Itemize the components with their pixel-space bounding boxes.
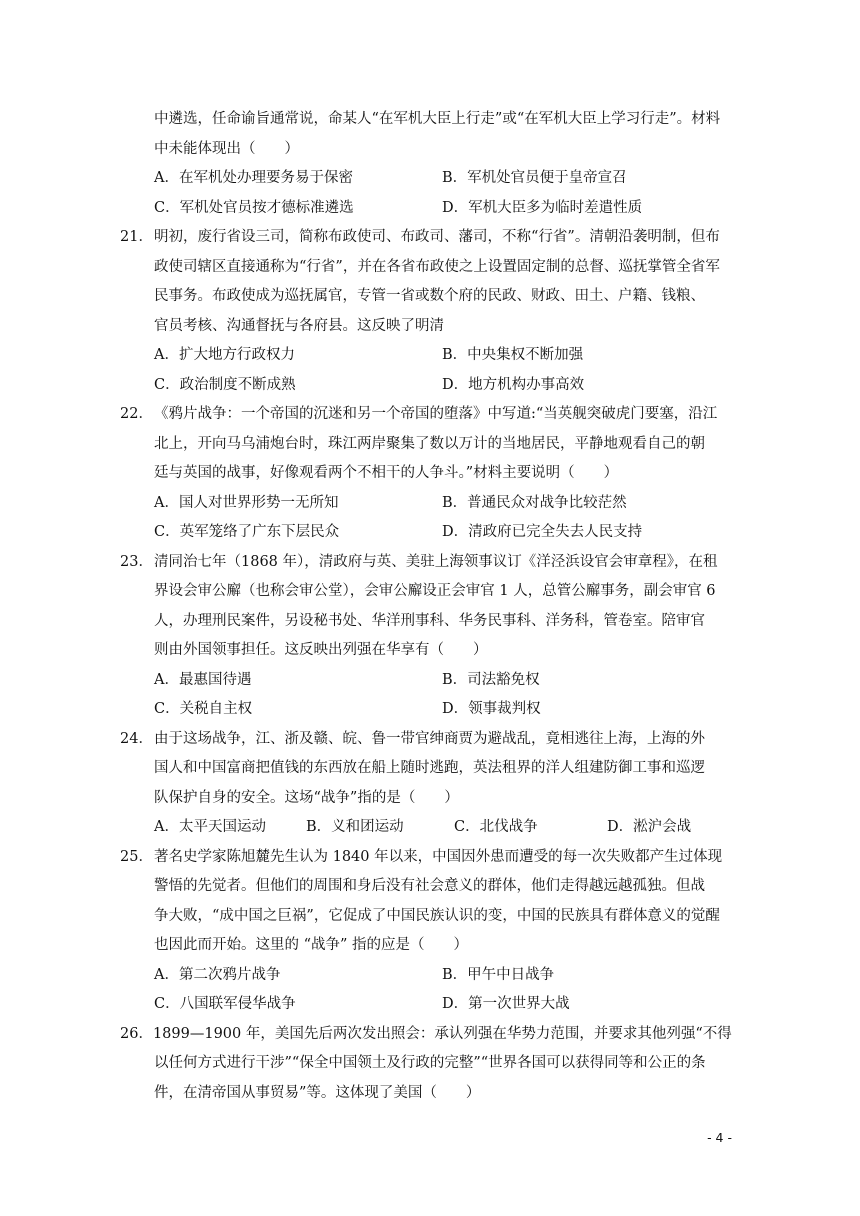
options-row [120, 489, 730, 519]
options-row [120, 194, 730, 224]
question-number: 23． [120, 553, 153, 570]
question-text-line: 人，办理刑民案件，另设秘书处、华洋刑事科、华务民事科、洋务科，管卷室。陪审官 [154, 612, 705, 629]
option-c[interactable]: C．八国联军侵华战争 [154, 996, 296, 1012]
question-text-line: 也因此而开始。这里的 “战争” 指的应是（ ） [154, 937, 469, 953]
options-row [120, 164, 730, 194]
option-d[interactable]: D．领事裁判权 [442, 701, 541, 717]
option-b[interactable]: B．军机处官员便于皇帝宣召 [442, 170, 627, 186]
question-text-line: 清同治七年（1868 年），清政府与英、美驻上海领事议订《洋泾浜设官会审章程》，在租 [154, 553, 718, 570]
exam-content [120, 105, 730, 1108]
question-text-line: 官员考核、沟通督抚与各府县。这反映了明清 [154, 317, 444, 334]
options-row [120, 813, 730, 843]
question-21 [120, 223, 730, 253]
options-row [120, 990, 730, 1020]
question-text-line: 民事务。布政使成为巡抚属官，专管一省或数个府的民政、财政、田土、户籍、钱粮、 [154, 288, 705, 304]
option-d[interactable]: D．清政府已完全失去人民支持 [442, 524, 643, 540]
question-text-line: 以任何方式进行干涉”“保全中国领土及行政的完整”“世界各国可以获得同等和公正的条 [154, 1055, 706, 1071]
question-text-line: 《鸦片战争：一个帝国的沉迷和另一个帝国的堕落》中写道:“当英舰突破虎门要塞，沿江 [154, 406, 718, 422]
question-text-line: 明初，废行省设三司，简称布政使司、布政司、藩司，不称“行省”。清朝沿袭明制，但布 [154, 229, 720, 245]
page-number: - 4 - [707, 1130, 732, 1145]
option-c[interactable]: C．英军笼络了广东下层民众 [154, 524, 340, 540]
question-text-line: 则由外国领事担任。这反映出列强在华享有（ ） [154, 642, 488, 658]
question-text-line: 著名史学家陈旭麓先生认为 1840 年以来，中国因外患而遭受的每一次失败都产生过体现 [154, 848, 723, 865]
question-23 [120, 548, 730, 578]
option-b[interactable]: B．普通民众对战争比较茫然 [442, 494, 627, 511]
question-number: 21． [120, 229, 153, 245]
option-b[interactable]: B．中央集权不断加强 [442, 347, 584, 363]
question-text-line: 国人和中国富商把值钱的东西放在船上随时逃跑，英法租界的洋人组建防御工事和巡逻 [154, 760, 705, 776]
options-row [120, 341, 730, 371]
question-text-line: 警悟的先觉者。但他们的周围和身后没有社会意义的群体，他们走得越远越孤独。但战 [154, 878, 705, 894]
question-text-line: 廷与英国的战事，好像观看两个不相干的人争斗。”材料主要说明（ ） [154, 465, 619, 481]
option-b[interactable]: B．司法豁免权 [442, 671, 540, 688]
option-c[interactable]: C．军机处官员按才德标准遴选 [154, 199, 354, 216]
options-row [120, 666, 730, 696]
question-text-line: 由于这场战争，江、浙及赣、皖、鲁一带官绅商贾为避战乱，竟相逃往上海，上海的外 [154, 730, 705, 747]
option-a[interactable]: A．扩大地方行政权力 [154, 347, 295, 363]
question-22 [120, 400, 730, 430]
option-c[interactable]: C．关税自主权 [154, 701, 253, 717]
option-a[interactable]: A．在军机处办理要务易于保密 [154, 170, 353, 186]
option-b[interactable]: B．甲午中日战争 [442, 966, 555, 983]
question-text-line: 件，在清帝国从事贸易”等。这体现了美国（ ） [154, 1084, 481, 1101]
option-d[interactable]: D．淞沪会战 [607, 819, 692, 835]
question-26 [120, 1020, 730, 1050]
question-text-line: 中未能体现出（ ） [154, 140, 299, 157]
option-d[interactable]: D．军机大臣多为临时差遣性质 [442, 199, 643, 216]
question-number: 22． [120, 406, 153, 422]
question-number: 25． [120, 848, 153, 865]
question-text-line: 政使司辖区直接通称为“行省”，并在各省布政使之上设置固定制的总督、巡抚掌管全省军 [154, 258, 720, 275]
question-text-line: 队保护自身的安全。这场“战争”指的是（ ） [154, 789, 459, 806]
question-text-line: 界设会审公廨（也称会审公堂），会审公廨设正会审官 1 人，总管公廨事务，副会审官 6 [154, 583, 716, 599]
question-text-line: 1899—1900 年，美国先后两次发出照会：承认列强在华势力范围，并要求其他列强“不得 [152, 1025, 732, 1042]
options-row [120, 518, 730, 548]
option-d[interactable]: D．地方机构办事高效 [442, 376, 585, 393]
question-text-line: 中遴选，任命谕旨通常说，命某人“在军机大臣上行走”或“在军机大臣上学习行走”。材料 [154, 111, 721, 127]
question-text-line: 争大败，“成中国之巨祸”，它促成了中国民族认识的变，中国的民族具有群体意义的觉醒 [154, 907, 720, 924]
question-number: 26． [120, 1025, 153, 1042]
option-a[interactable]: A．最惠国待遇 [154, 671, 252, 688]
option-a[interactable]: A．国人对世界形势一无所知 [154, 494, 339, 511]
question-25 [120, 843, 730, 873]
option-c[interactable]: C．政治制度不断成熟 [154, 376, 296, 393]
question-24 [120, 725, 730, 755]
option-b[interactable]: B．义和团运动 [306, 819, 404, 835]
option-a[interactable]: A．第二次鸦片战争 [154, 966, 281, 983]
option-a[interactable]: A．太平天国运动 [154, 819, 266, 835]
options-row [120, 961, 730, 991]
question-text-line: 北上，开向马乌浦炮台时，珠江两岸聚集了数以万计的当地居民，平静地观看自己的朝 [154, 435, 705, 452]
options-row [120, 695, 730, 725]
option-d[interactable]: D．第一次世界大战 [442, 996, 570, 1012]
option-c[interactable]: C．北伐战争 [454, 819, 538, 835]
options-row [120, 371, 730, 401]
question-number: 24． [120, 730, 153, 747]
